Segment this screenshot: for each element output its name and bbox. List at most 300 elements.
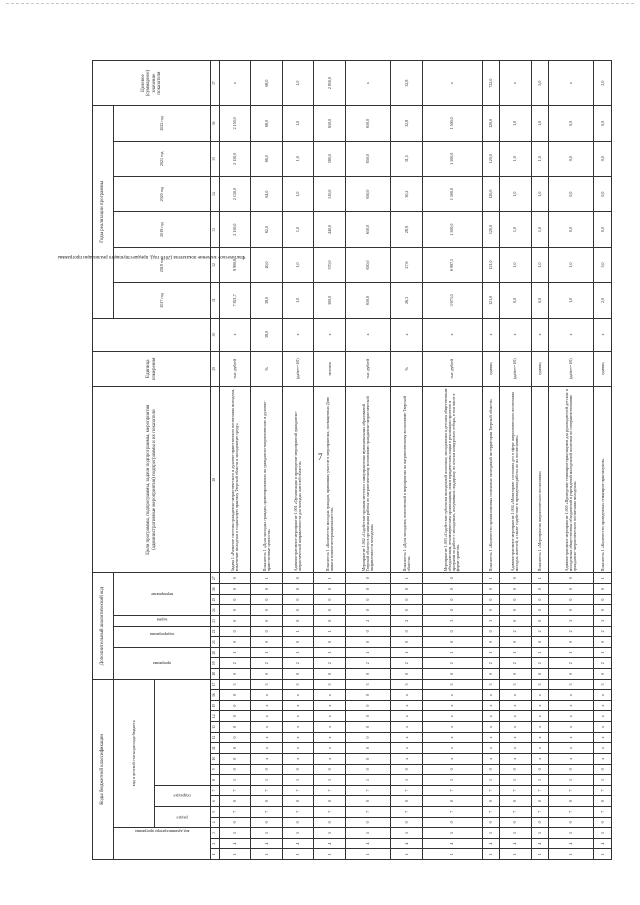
code-cell: х	[548, 700, 594, 711]
code-cell: 7	[531, 785, 548, 796]
code-cell: 0	[314, 817, 345, 828]
code-cell: х	[594, 732, 612, 743]
code-cell: 0	[314, 796, 345, 807]
code-cell: 0	[282, 594, 313, 605]
code-cell: 4	[422, 838, 482, 849]
code-cell: х	[594, 690, 612, 701]
code-cell: 0	[500, 605, 531, 616]
code-cell: 5	[345, 828, 391, 839]
code-cell: 0	[422, 594, 482, 605]
code-cell: 0	[220, 615, 251, 626]
row-year-value: 1,0	[500, 176, 531, 211]
code-cell: 1	[531, 849, 548, 860]
code-cell: х	[500, 743, 531, 754]
row-fact-value: 38,0	[251, 318, 282, 351]
row-unit: тыс. рублей	[422, 351, 482, 386]
code-cell: 7	[482, 785, 499, 796]
row-year-value: 1,0	[282, 106, 313, 141]
row-fact-value: х	[345, 318, 391, 351]
code-cell: 0	[482, 817, 499, 828]
code-cell: х	[282, 722, 313, 733]
code-cell: 0	[345, 626, 391, 637]
code-cell: 1	[422, 647, 482, 658]
code-cell: 2	[220, 658, 251, 669]
code-cell: 0	[531, 669, 548, 680]
row-target-value: 2,0	[594, 61, 612, 106]
header-admin-code: код администратора программы	[114, 828, 211, 860]
code-cell: 0	[220, 732, 251, 743]
code-cell: 4	[531, 838, 548, 849]
code-cell: 0	[391, 764, 422, 775]
row-unit: (да/нет=1/0)	[282, 351, 313, 386]
row-unit: тыс. рублей	[220, 351, 251, 386]
code-cell: 0	[548, 796, 594, 807]
code-cell: 1	[251, 573, 282, 584]
row-year-value: 32,8	[391, 106, 422, 141]
row-year-value: 120,0	[482, 141, 499, 176]
row-fact-value: х	[220, 318, 251, 351]
code-cell: 7	[548, 806, 594, 817]
row-year-value: 1,0	[282, 141, 313, 176]
code-cell: 1	[391, 647, 422, 658]
code-cell: 3	[345, 679, 391, 690]
row-year-value: 580,0	[314, 141, 345, 176]
column-number: 7	[211, 785, 220, 796]
code-cell: 7	[391, 806, 422, 817]
row-description: Показатель 1 «Количество организованных поисковых экспедиций на территории Тверской области»	[482, 386, 499, 572]
header-expense-code-cells	[155, 679, 211, 785]
row-unit: единиц	[594, 351, 612, 386]
row-target-value: 5,0	[531, 61, 548, 106]
code-cell: 1	[531, 775, 548, 786]
row-year-value: 120,0	[482, 212, 499, 247]
code-cell: 3	[314, 679, 345, 690]
column-number: 22	[211, 626, 220, 637]
row-year-value: 650,0	[345, 176, 391, 211]
code-cell: х	[422, 690, 482, 701]
code-cell: х	[500, 690, 531, 701]
row-year-value: 300,0	[314, 283, 345, 318]
column-number: 35	[211, 141, 220, 176]
code-cell: 0	[345, 722, 391, 733]
column-number: 8	[211, 775, 220, 786]
code-cell: 0	[220, 594, 251, 605]
code-cell: 7	[531, 806, 548, 817]
row-year-value: 650,0	[345, 106, 391, 141]
code-cell: 4	[482, 838, 499, 849]
code-cell: 7	[282, 785, 313, 796]
code-cell: 3	[422, 615, 482, 626]
code-cell: 0	[531, 615, 548, 626]
code-cell: 1	[220, 849, 251, 860]
code-cell: 0	[220, 690, 251, 701]
code-cell: х	[422, 732, 482, 743]
row-year-value: 0,0	[548, 176, 594, 211]
code-cell: 0	[422, 764, 482, 775]
row-year-value: 1,0	[500, 247, 531, 282]
code-cell: 0	[531, 594, 548, 605]
code-cell: 2	[548, 658, 594, 669]
row-year-value: 1,0	[500, 141, 531, 176]
code-cell: 2	[594, 658, 612, 669]
code-cell: 0	[314, 615, 345, 626]
code-cell: 2	[500, 658, 531, 669]
row-target-value: х	[345, 61, 391, 106]
code-cell: 5	[282, 828, 313, 839]
code-cell: 1	[391, 573, 422, 584]
code-cell: х	[251, 732, 282, 743]
code-cell: 1	[500, 849, 531, 860]
code-cell: х	[548, 711, 594, 722]
code-cell: 1	[282, 775, 313, 786]
column-number: 9	[211, 764, 220, 775]
code-cell: 1	[220, 647, 251, 658]
code-cell: 1	[391, 775, 422, 786]
row-year-value: 650,0	[345, 247, 391, 282]
code-cell: 1	[548, 647, 594, 658]
code-cell: 0	[282, 669, 313, 680]
code-cell: 0	[594, 796, 612, 807]
code-cell: 0	[500, 796, 531, 807]
code-cell: 0	[251, 796, 282, 807]
code-cell: х	[391, 690, 422, 701]
code-cell: 4	[594, 838, 612, 849]
code-cell: х	[422, 753, 482, 764]
code-cell: 7	[314, 806, 345, 817]
code-cell: 1	[251, 775, 282, 786]
code-cell: 0	[220, 743, 251, 754]
code-cell: х	[548, 732, 594, 743]
row-year-value: 38,0	[251, 283, 282, 318]
code-cell: 5	[548, 615, 594, 626]
page-number: 7	[318, 452, 323, 462]
code-cell: 0	[391, 669, 422, 680]
code-cell: х	[594, 743, 612, 754]
code-cell: 7	[548, 785, 594, 796]
code-cell: 7	[391, 785, 422, 796]
code-cell: 7	[500, 785, 531, 796]
column-number: 30	[211, 318, 220, 351]
code-cell: 5	[220, 828, 251, 839]
row-year-value: 370,0	[314, 247, 345, 282]
header-year-2: 2018 год	[114, 247, 211, 282]
code-cell: 0	[345, 753, 391, 764]
column-number: 23	[211, 615, 220, 626]
code-cell: 0	[548, 594, 594, 605]
code-cell: 3	[220, 679, 251, 690]
code-cell: х	[282, 711, 313, 722]
code-cell: х	[251, 700, 282, 711]
code-cell: 7	[422, 806, 482, 817]
code-cell: х	[548, 743, 594, 754]
code-cell: 0	[345, 817, 391, 828]
code-cell: 1	[594, 573, 612, 584]
code-cell: 1	[282, 626, 313, 637]
code-cell: х	[500, 700, 531, 711]
code-cell: 0	[500, 669, 531, 680]
code-cell: 0	[531, 764, 548, 775]
code-cell: 1	[314, 626, 345, 637]
code-cell: 1	[482, 573, 499, 584]
code-cell: х	[482, 711, 499, 722]
row-year-value: 1,0	[282, 283, 313, 318]
code-cell: 1	[594, 775, 612, 786]
code-cell: 0	[345, 743, 391, 754]
code-cell: 0	[314, 637, 345, 648]
code-cell: х	[531, 700, 548, 711]
row-target-value: 68,0	[251, 61, 282, 106]
code-cell: 1	[251, 849, 282, 860]
column-number: 1	[211, 849, 220, 860]
code-cell: 0	[345, 669, 391, 680]
code-cell: 5	[482, 828, 499, 839]
column-number: 28	[211, 386, 220, 572]
header-subsection: подраздел	[155, 785, 211, 806]
code-cell: 0	[391, 637, 422, 648]
code-cell: х	[531, 743, 548, 754]
code-cell: х	[548, 722, 594, 733]
code-cell: 0	[251, 615, 282, 626]
code-cell: 1	[314, 573, 345, 584]
code-cell: 0	[220, 626, 251, 637]
column-number: 33	[211, 212, 220, 247]
code-cell: 1	[345, 647, 391, 658]
code-cell: 3	[594, 679, 612, 690]
row-year-value: 121,0	[482, 283, 499, 318]
table-row	[422, 61, 482, 860]
column-number: 29	[211, 351, 220, 386]
code-cell: 0	[251, 764, 282, 775]
code-cell: 1	[594, 849, 612, 860]
header-budget-codes: Коды бюджетной классификации	[93, 679, 114, 859]
code-cell: х	[282, 690, 313, 701]
code-cell: 1	[314, 775, 345, 786]
code-cell: х	[422, 711, 482, 722]
code-cell: х	[482, 753, 499, 764]
code-cell: 0	[251, 669, 282, 680]
row-year-value: 0,0	[500, 283, 531, 318]
code-cell: 0	[482, 764, 499, 775]
row-fact-value: х	[482, 318, 499, 351]
code-cell: 0	[548, 605, 594, 616]
code-cell: 0	[531, 817, 548, 828]
row-year-value: 2 150,0	[220, 212, 251, 247]
row-year-value: 1,0	[282, 212, 313, 247]
row-year-value: 1,0	[531, 106, 548, 141]
program-indicators-table	[57, 60, 612, 860]
code-cell: 7	[251, 806, 282, 817]
code-cell: х	[391, 732, 422, 743]
column-number: 5	[211, 806, 220, 817]
code-cell: 7	[345, 785, 391, 796]
code-cell: 0	[282, 796, 313, 807]
column-number: 10	[211, 753, 220, 764]
code-cell: 0	[548, 817, 594, 828]
column-number: 16	[211, 690, 220, 701]
code-cell: 0	[548, 573, 594, 584]
row-unit: (да/нет=1/0)	[500, 351, 531, 386]
code-cell: 7	[220, 785, 251, 796]
header-section: раздел	[155, 806, 211, 827]
code-cell: х	[422, 722, 482, 733]
row-target-value: х	[220, 61, 251, 106]
header-unit: Единица измерения	[93, 351, 211, 386]
row-unit: %	[391, 351, 422, 386]
header-event: мероприятие	[114, 573, 211, 616]
table-row	[345, 61, 391, 860]
code-cell: 1	[251, 647, 282, 658]
code-cell: 0	[482, 669, 499, 680]
row-unit: человек	[314, 351, 345, 386]
code-cell: 1	[391, 849, 422, 860]
row-fact-value: х	[531, 318, 548, 351]
row-year-value: 2,0	[594, 283, 612, 318]
code-cell: х	[314, 700, 345, 711]
code-cell: 0	[345, 732, 391, 743]
code-cell: х	[314, 711, 345, 722]
code-cell: 1	[594, 647, 612, 658]
header-subprogram: подпрограмма	[114, 626, 211, 647]
code-cell: 0	[391, 584, 422, 595]
header-expense-type: вид и целевой статьи расхода бюджета	[114, 679, 155, 828]
column-number: 37	[211, 61, 220, 106]
code-cell: 0	[345, 584, 391, 595]
code-cell: 4	[251, 838, 282, 849]
code-cell: х	[314, 722, 345, 733]
code-cell: 0	[531, 605, 548, 616]
code-cell: 0	[314, 669, 345, 680]
code-cell: 0	[345, 690, 391, 701]
code-cell: 3	[282, 679, 313, 690]
row-fact-value: х	[391, 318, 422, 351]
table-row	[482, 61, 499, 860]
code-cell: 0	[220, 711, 251, 722]
column-number: 36	[211, 106, 220, 141]
row-description: Показатель 1 «Доля молодежи, вовлеченной в мероприятия по патриотическому воспитанию Тверской области»	[391, 386, 422, 572]
row-year-value: 40,0	[251, 247, 282, 282]
code-cell: 1	[282, 849, 313, 860]
code-cell: 5	[531, 828, 548, 839]
code-cell: 0	[548, 584, 594, 595]
code-cell: 5	[594, 615, 612, 626]
row-year-value: 510,0	[314, 176, 345, 211]
row-year-value: 66,0	[251, 141, 282, 176]
code-cell: 0	[345, 711, 391, 722]
code-cell: 7	[500, 806, 531, 817]
row-unit: единиц	[482, 351, 499, 386]
code-cell: х	[531, 722, 548, 733]
table-row	[594, 61, 612, 860]
row-year-value: 1 500,0	[422, 212, 482, 247]
row-target-value: х	[422, 61, 482, 106]
row-year-value: 30,2	[391, 176, 422, 211]
code-cell: 7	[594, 785, 612, 796]
column-number: 26	[211, 584, 220, 595]
code-cell: 2	[251, 658, 282, 669]
code-cell: 4	[548, 838, 594, 849]
row-target-value: х	[548, 61, 594, 106]
code-cell: 0	[548, 637, 594, 648]
code-cell: 1	[548, 849, 594, 860]
code-cell: 5	[594, 828, 612, 839]
code-cell: 0	[251, 626, 282, 637]
header-year-4: 2020 год	[114, 176, 211, 211]
column-number-row	[211, 61, 220, 860]
code-cell: 7	[594, 806, 612, 817]
row-year-value: 650,0	[345, 141, 391, 176]
code-cell: 0	[500, 584, 531, 595]
code-cell: 1	[314, 849, 345, 860]
code-cell: 0	[482, 584, 499, 595]
code-cell: 0	[282, 637, 313, 648]
row-fact-value: х	[548, 318, 594, 351]
code-cell: 0	[482, 626, 499, 637]
code-cell: 0	[345, 573, 391, 584]
code-cell: 1	[345, 775, 391, 786]
code-cell: х	[251, 743, 282, 754]
row-year-value: 1 500,0	[422, 141, 482, 176]
column-number: 15	[211, 700, 220, 711]
code-cell: 0	[251, 584, 282, 595]
row-year-value: 62,0	[251, 212, 282, 247]
row-target-value: х	[500, 61, 531, 106]
code-cell: 0	[391, 796, 422, 807]
code-cell: х	[500, 753, 531, 764]
code-cell: 2	[422, 658, 482, 669]
row-year-value: 1,0	[531, 212, 548, 247]
row-year-value: 26,3	[391, 283, 422, 318]
code-cell: х	[391, 700, 422, 711]
row-year-value: 0,0	[594, 176, 612, 211]
code-cell: 3	[531, 679, 548, 690]
code-cell: 0	[251, 817, 282, 828]
code-cell: 0	[345, 764, 391, 775]
code-cell: х	[531, 690, 548, 701]
row-description: Показатель 1 «Количество проведенных семинаров-практикумов»	[594, 386, 612, 572]
code-cell: 1	[314, 647, 345, 658]
code-cell: х	[282, 732, 313, 743]
row-year-value: 0,0	[548, 141, 594, 176]
code-cell: 0	[594, 594, 612, 605]
header-years-title: Годы реализации программы	[93, 106, 114, 318]
code-cell: 0	[220, 796, 251, 807]
code-cell: х	[482, 722, 499, 733]
row-fact-value: х	[500, 318, 531, 351]
row-description: Показатель 1 «Доля молодых граждан, ориентированных на гражданско-патриотические и духовно-нравственные ценности»	[251, 386, 282, 572]
code-cell: 0	[220, 605, 251, 616]
column-number: 13	[211, 722, 220, 733]
code-cell: х	[548, 690, 594, 701]
row-year-value: 64,0	[251, 176, 282, 211]
row-fact-value: х	[422, 318, 482, 351]
code-cell: 5	[314, 828, 345, 839]
code-cell: 0	[594, 817, 612, 828]
row-year-value: 121,0	[482, 247, 499, 282]
code-cell: 2	[345, 658, 391, 669]
code-cell: х	[282, 753, 313, 764]
code-cell: 1	[482, 647, 499, 658]
code-cell: х	[482, 690, 499, 701]
column-number: 3	[211, 828, 220, 839]
row-year-value: 650,0	[345, 212, 391, 247]
code-cell: х	[391, 722, 422, 733]
code-cell: 7	[314, 785, 345, 796]
row-year-value: 650,0	[345, 283, 391, 318]
row-year-value: 650,0	[314, 106, 345, 141]
code-cell: х	[314, 753, 345, 764]
code-cell: 7	[282, 806, 313, 817]
row-year-value: 31,5	[391, 141, 422, 176]
